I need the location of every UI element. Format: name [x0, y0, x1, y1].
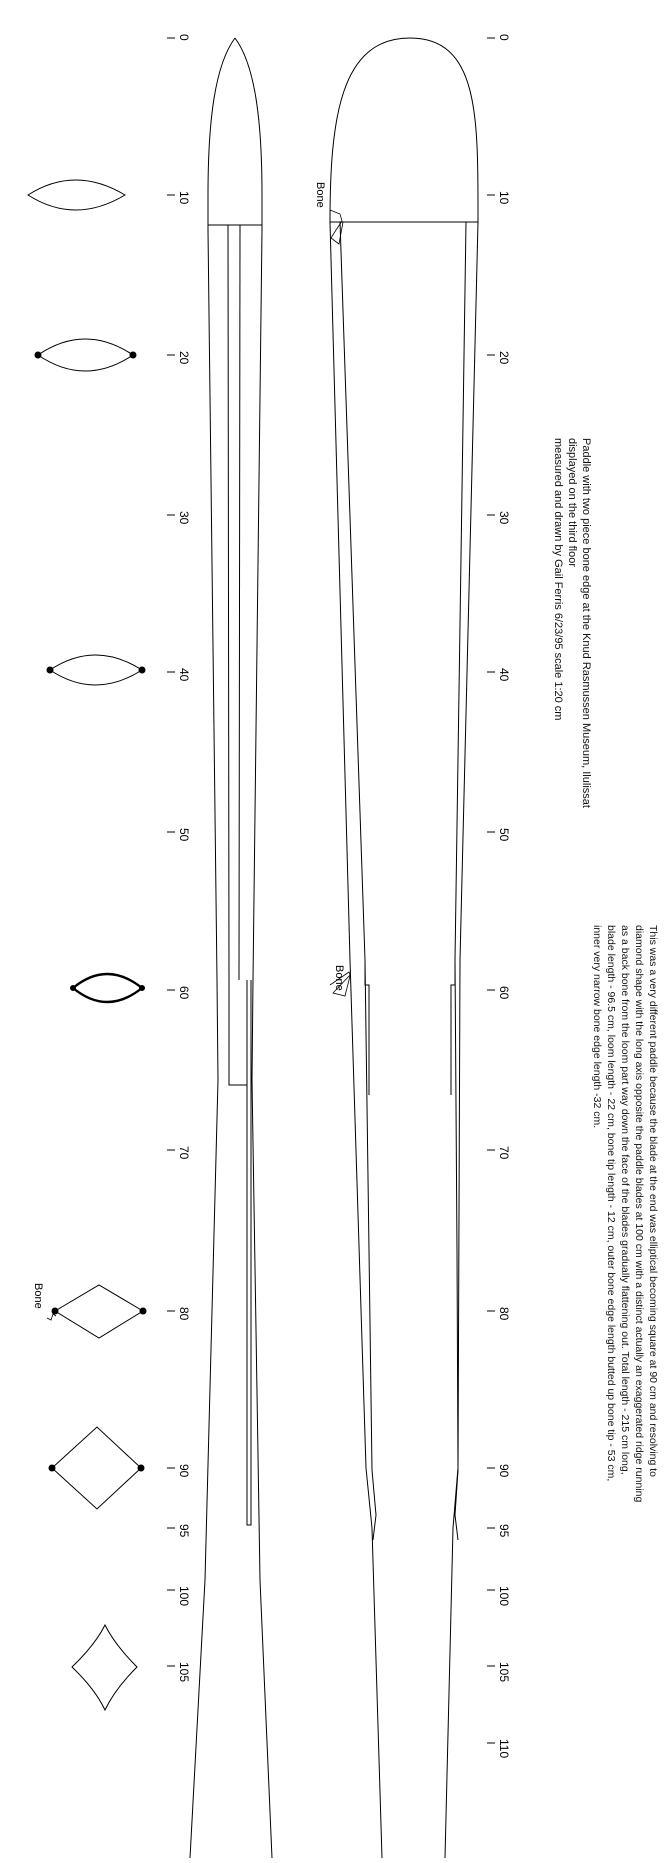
right-scale-tick-label: 20 — [497, 351, 511, 365]
bone-dot — [35, 352, 41, 358]
left-scale-tick-label: 20 — [177, 351, 191, 365]
bone-dot — [52, 1308, 58, 1314]
side-view-bone-inner-right — [239, 225, 240, 980]
face-view-outer-bone-edge-left — [340, 222, 376, 1540]
note-right-line-5: inner very narrow bone edge length -32 cm. — [591, 925, 603, 1129]
left-scale-tick-label: 90 — [177, 1464, 191, 1478]
bone-dot — [140, 1308, 146, 1314]
bone-label-3: Bone — [32, 1283, 44, 1309]
bone-dot — [140, 986, 145, 991]
left-scale-tick-label: 40 — [177, 668, 191, 682]
note-right-line-2: diamond shape with the long axis opposite the paddle blades at 100 cm with a distinct actually an exaggerated ridge running — [633, 925, 645, 1503]
face-view-bone-tip-right — [451, 960, 455, 1095]
bone-arrow — [47, 1314, 56, 1320]
right-scale-tick-label: 0 — [497, 34, 511, 41]
cross-section-20 — [38, 339, 133, 371]
paddle-face-view — [330, 38, 478, 1858]
cross-section-80 — [55, 1285, 143, 1338]
left-scale-tick-label: 50 — [177, 828, 191, 842]
note-left — [551, 438, 593, 808]
side-view-outline — [190, 38, 272, 1858]
side-view-bone-strip — [247, 980, 251, 1525]
right-scale-tick-label: 95 — [497, 1524, 511, 1538]
right-scale-tick-label: 110 — [497, 1739, 511, 1759]
left-scale-tick-label: 30 — [177, 511, 191, 525]
right-scale-tick-label: 30 — [497, 511, 511, 525]
bone-label-1: Bone — [314, 182, 326, 208]
right-scale-tick-label: 105 — [497, 1662, 511, 1683]
side-view-bone-edge — [229, 980, 247, 1085]
left-scale-tick-label: 105 — [177, 1662, 191, 1683]
bone-labels — [47, 210, 350, 1320]
right-scale-tick-label: 100 — [497, 1586, 511, 1607]
right-scale-tick-label: 10 — [497, 191, 511, 205]
cross-section-60 — [73, 974, 142, 1002]
bone-dot — [130, 352, 136, 358]
face-view-blade-end — [330, 38, 478, 222]
side-view-bone-inner-left — [228, 225, 229, 980]
cross-sections — [28, 180, 146, 1710]
note-left-line-2: displayed on the third floor — [566, 438, 578, 568]
right-scale-tick-label: 40 — [497, 668, 511, 682]
note-right-line-3: as a back bone from the loom part way down the face of the blades gradually flattening out. Total length - 215 cm long, — [619, 925, 631, 1475]
note-right-line-1: This was a very different paddle because the blade at the end was elliptical becoming square at 90 cm and resolving to — [647, 925, 659, 1477]
cross-section-105 — [72, 1625, 137, 1710]
note-left-line-1: Paddle with two piece bone edge at the Knud Rasmussen Museum, Ilulissat — [580, 438, 592, 808]
left-scale — [167, 34, 191, 1682]
cross-section-40 — [50, 655, 142, 685]
note-left-line-3: measured and drawn by Gail Ferris 6/23/95 scale 1:20 cm — [552, 438, 564, 721]
bone-label-2: Bone — [333, 965, 345, 991]
note-right — [590, 925, 660, 1502]
right-scale-tick-label: 60 — [497, 986, 511, 1000]
right-scale-tick-label: 70 — [497, 1146, 511, 1160]
note-right-line-4: blade length - 96.5 cm, loom length - 22 cm, bone tip length - 12 cm, outer bone edge length butted up bone tip - 53 cm, — [605, 925, 617, 1482]
left-scale-tick-label: 10 — [177, 191, 191, 205]
left-scale-tick-label: 80 — [177, 1307, 191, 1321]
bone-dot — [71, 986, 76, 991]
left-scale-tick-label: 60 — [177, 986, 191, 1000]
bone-dot — [138, 1465, 144, 1471]
bone-dot — [47, 667, 53, 673]
right-scale-tick-label: 80 — [497, 1307, 511, 1321]
right-scale-tick-label: 50 — [497, 828, 511, 842]
left-scale-tick-label: 100 — [177, 1586, 191, 1607]
left-scale-tick-label: 0 — [177, 34, 191, 41]
bone-dot — [49, 1465, 55, 1471]
right-scale — [487, 34, 511, 1758]
bone-dot — [139, 667, 145, 673]
cross-section-90 — [52, 1427, 141, 1509]
face-view-outer-bone-edge-right — [455, 222, 466, 1540]
left-scale-tick-label: 95 — [177, 1524, 191, 1538]
left-scale-tick-label: 70 — [177, 1146, 191, 1160]
right-scale-tick-label: 90 — [497, 1464, 511, 1478]
paddle-side-view — [190, 38, 272, 1858]
cross-section-10 — [28, 180, 125, 210]
